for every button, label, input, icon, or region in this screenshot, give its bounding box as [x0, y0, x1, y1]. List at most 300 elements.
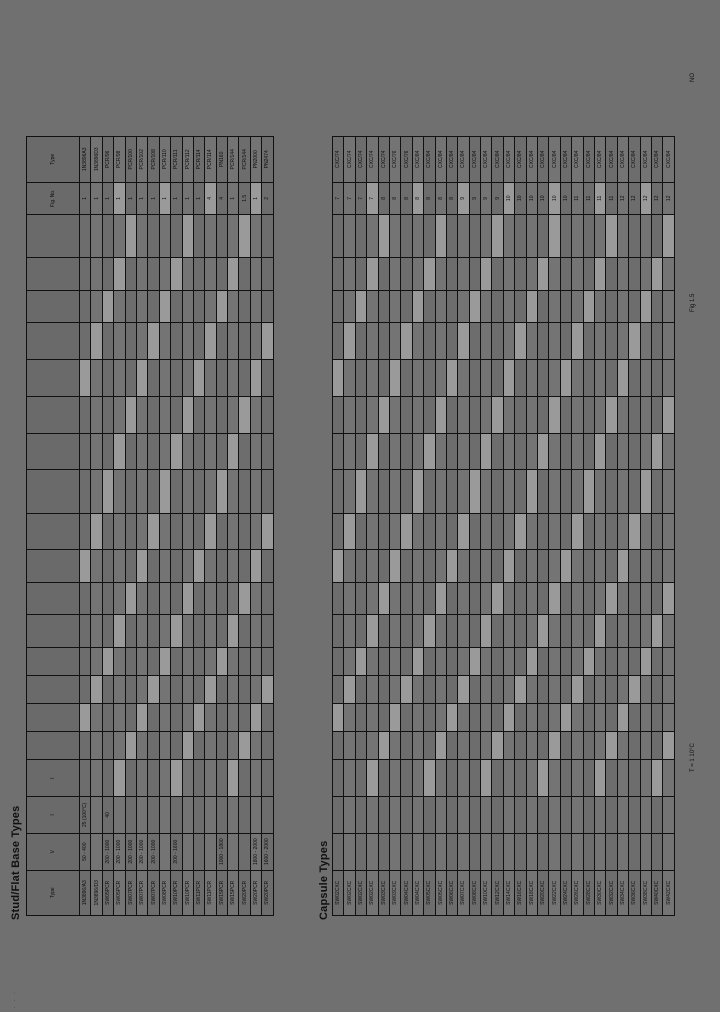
- table-cell: [171, 732, 182, 760]
- table-cell: CXC/84: [583, 137, 594, 183]
- table-cell: [389, 732, 400, 760]
- table-cell: [228, 703, 239, 731]
- table-cell: [367, 647, 378, 675]
- table-cell: [424, 550, 435, 582]
- table-cell: [228, 675, 239, 703]
- table-cell: [125, 258, 136, 290]
- table-cell: [355, 675, 366, 703]
- table-cell: CXC/84: [412, 137, 423, 183]
- table-cell: CXC/84: [629, 137, 640, 183]
- table-cell: [136, 703, 147, 731]
- table-cell: [503, 647, 514, 675]
- table-cell: [125, 615, 136, 647]
- table-cell: [228, 797, 239, 834]
- table-cell: [526, 675, 537, 703]
- table-cell: [159, 215, 170, 258]
- table-cell: [481, 797, 492, 834]
- table-cell: [503, 396, 514, 433]
- table-cell: [481, 582, 492, 614]
- table-cell: SW14CXC: [503, 870, 514, 915]
- page-number: NO: [690, 73, 696, 82]
- table-cell: PCR/96: [102, 137, 113, 183]
- table-cell: [663, 582, 674, 614]
- table-cell: [205, 215, 216, 258]
- table-cell: [629, 582, 640, 614]
- stud-table-body: [80, 137, 274, 916]
- table-cell: [424, 323, 435, 360]
- table-cell: [435, 513, 446, 550]
- table-cell: 4: [216, 182, 227, 214]
- table-cell: 8: [435, 182, 446, 214]
- table-cell: [182, 513, 193, 550]
- table-cell: [355, 647, 366, 675]
- table-cell: [481, 258, 492, 290]
- table-cell: [572, 359, 583, 396]
- table-cell: [114, 797, 125, 834]
- table-cell: [262, 582, 273, 614]
- table-cell: [594, 550, 605, 582]
- table-cell: [572, 396, 583, 433]
- table-cell: [344, 582, 355, 614]
- table-cell: [446, 760, 457, 797]
- table-cell: 10: [560, 182, 571, 214]
- table-cell: [651, 582, 662, 614]
- table-cell: [389, 797, 400, 834]
- table-cell: [193, 396, 204, 433]
- table-cell: [193, 797, 204, 834]
- table-cell: [205, 833, 216, 870]
- table-cell: [435, 433, 446, 470]
- table-cell: [344, 470, 355, 513]
- table-cell: [640, 797, 651, 834]
- table-cell: [663, 215, 674, 258]
- table-cell: [503, 703, 514, 731]
- table-cell: 2: [262, 182, 273, 214]
- table-cell: [102, 359, 113, 396]
- table-cell: [651, 433, 662, 470]
- table-cell: [159, 258, 170, 290]
- table-cell: [91, 615, 102, 647]
- table-cell: [389, 290, 400, 322]
- table-cell: [228, 433, 239, 470]
- table-cell: [250, 290, 261, 322]
- table-cell: [424, 703, 435, 731]
- table-cell: [469, 647, 480, 675]
- table-cell: [412, 433, 423, 470]
- table-cell: 1: [171, 182, 182, 214]
- table-cell: [355, 323, 366, 360]
- table-cell: [560, 760, 571, 797]
- table-cell: [583, 582, 594, 614]
- table-cell: [389, 550, 400, 582]
- table-cell: [469, 760, 480, 797]
- capsule-table-row: [389, 137, 400, 916]
- table-cell: [378, 833, 389, 870]
- table-cell: [193, 433, 204, 470]
- table-cell: [239, 647, 250, 675]
- stud-table-row: [205, 137, 216, 916]
- table-cell: [171, 215, 182, 258]
- table-cell: [216, 215, 227, 258]
- table-cell: [333, 396, 344, 433]
- table-cell: [262, 359, 273, 396]
- table-cell: [367, 833, 378, 870]
- table-cell: [640, 258, 651, 290]
- table-cell: [333, 703, 344, 731]
- table-cell: [663, 290, 674, 322]
- table-cell: [193, 615, 204, 647]
- table-cell: [412, 215, 423, 258]
- table-cell: [205, 433, 216, 470]
- table-cell: [572, 323, 583, 360]
- table-cell: [412, 582, 423, 614]
- capsule-table-row: [526, 137, 537, 916]
- table-cell: 25 (100°C): [80, 797, 91, 834]
- table-cell: [424, 290, 435, 322]
- stud-table-row: [80, 137, 91, 916]
- table-cell: [492, 647, 503, 675]
- table-cell: [526, 470, 537, 513]
- table-cell: 1: [148, 182, 159, 214]
- table-cell: [401, 258, 412, 290]
- capsule-section-title: Capsule Types: [318, 840, 330, 920]
- table-cell: [171, 513, 182, 550]
- table-cell: 8: [424, 182, 435, 214]
- table-cell: [216, 760, 227, 797]
- table-cell: [515, 513, 526, 550]
- table-cell: [458, 833, 469, 870]
- table-cell: [239, 290, 250, 322]
- table-cell: [594, 675, 605, 703]
- table-cell: [663, 550, 674, 582]
- table-cell: CXC/84: [492, 137, 503, 183]
- stud-header-cell: [27, 615, 80, 647]
- table-cell: PCR/114: [205, 137, 216, 183]
- table-cell: 8: [378, 182, 389, 214]
- table-cell: [572, 258, 583, 290]
- table-cell: [446, 675, 457, 703]
- table-cell: [629, 675, 640, 703]
- table-cell: [114, 433, 125, 470]
- table-cell: CXC/84: [458, 137, 469, 183]
- table-cell: CXC/84: [446, 137, 457, 183]
- table-cell: [572, 470, 583, 513]
- table-cell: [492, 732, 503, 760]
- stud-header-cell: [27, 258, 80, 290]
- table-cell: SW15PCR: [216, 870, 227, 915]
- table-cell: [629, 703, 640, 731]
- table-cell: SW05CXC: [424, 870, 435, 915]
- table-cell: [389, 615, 400, 647]
- table-cell: [663, 323, 674, 360]
- table-cell: [538, 550, 549, 582]
- table-cell: [344, 760, 355, 797]
- capsule-table-row: [355, 137, 366, 916]
- table-cell: [114, 290, 125, 322]
- table-cell: [526, 797, 537, 834]
- table-cell: [412, 675, 423, 703]
- table-cell: [389, 582, 400, 614]
- table-cell: [492, 215, 503, 258]
- table-cell: [560, 323, 571, 360]
- stud-table-row: [193, 137, 204, 916]
- table-cell: [640, 359, 651, 396]
- table-cell: [583, 797, 594, 834]
- table-cell: [136, 396, 147, 433]
- table-cell: [617, 359, 628, 396]
- table-cell: [367, 258, 378, 290]
- table-cell: [367, 323, 378, 360]
- table-cell: [193, 215, 204, 258]
- table-cell: [182, 647, 193, 675]
- table-cell: [594, 703, 605, 731]
- table-cell: [538, 760, 549, 797]
- capsule-table-row: [594, 137, 605, 916]
- capsule-table-row: [663, 137, 674, 916]
- table-cell: [640, 615, 651, 647]
- table-cell: [481, 323, 492, 360]
- table-cell: [239, 550, 250, 582]
- table-cell: [114, 396, 125, 433]
- table-cell: [378, 433, 389, 470]
- table-cell: 12: [640, 182, 651, 214]
- table-cell: [262, 215, 273, 258]
- table-cell: SW02CXC: [355, 870, 366, 915]
- table-cell: [262, 513, 273, 550]
- table-cell: [538, 732, 549, 760]
- table-cell: [401, 470, 412, 513]
- table-cell: [424, 833, 435, 870]
- table-cell: [239, 513, 250, 550]
- stud-table-header: [27, 137, 80, 916]
- table-cell: [80, 582, 91, 614]
- table-cell: [458, 290, 469, 322]
- table-cell: 12: [617, 182, 628, 214]
- table-cell: [102, 732, 113, 760]
- table-cell: 9: [469, 182, 480, 214]
- table-cell: SW06CXC: [446, 870, 457, 915]
- table-cell: [549, 833, 560, 870]
- table-cell: [355, 615, 366, 647]
- table-cell: [239, 732, 250, 760]
- table-cell: [136, 550, 147, 582]
- table-cell: [629, 258, 640, 290]
- table-cell: [401, 433, 412, 470]
- table-cell: [193, 513, 204, 550]
- table-cell: [262, 290, 273, 322]
- stud-header-cell: [27, 290, 80, 322]
- table-cell: CXC/84: [526, 137, 537, 183]
- table-cell: [435, 396, 446, 433]
- table-cell: SW08PCR: [159, 870, 170, 915]
- table-cell: [629, 359, 640, 396]
- table-cell: [250, 359, 261, 396]
- table-cell: [262, 675, 273, 703]
- table-cell: [629, 470, 640, 513]
- table-cell: [125, 703, 136, 731]
- table-cell: 11: [572, 182, 583, 214]
- table-cell: [503, 290, 514, 322]
- table-cell: [594, 647, 605, 675]
- table-cell: [250, 433, 261, 470]
- table-cell: 200 - 1000: [148, 833, 159, 870]
- capsule-table: [332, 136, 675, 916]
- table-cell: [159, 433, 170, 470]
- table-cell: 8: [412, 182, 423, 214]
- table-cell: CXC/84: [651, 137, 662, 183]
- table-cell: [424, 760, 435, 797]
- table-cell: [333, 513, 344, 550]
- table-cell: [125, 396, 136, 433]
- table-cell: [333, 433, 344, 470]
- table-cell: [171, 615, 182, 647]
- table-cell: [606, 615, 617, 647]
- table-cell: [606, 215, 617, 258]
- table-cell: [435, 833, 446, 870]
- table-cell: [538, 797, 549, 834]
- table-cell: 1: [125, 182, 136, 214]
- table-cell: [159, 470, 170, 513]
- table-cell: [594, 582, 605, 614]
- table-cell: [594, 359, 605, 396]
- table-cell: [572, 675, 583, 703]
- table-cell: [446, 615, 457, 647]
- table-cell: [492, 797, 503, 834]
- table-cell: [560, 582, 571, 614]
- table-cell: [205, 258, 216, 290]
- table-cell: CXC/84: [424, 137, 435, 183]
- table-cell: [401, 797, 412, 834]
- table-cell: [651, 470, 662, 513]
- table-cell: [412, 703, 423, 731]
- table-cell: [171, 760, 182, 797]
- table-cell: [640, 470, 651, 513]
- table-cell: [424, 433, 435, 470]
- table-cell: [102, 290, 113, 322]
- table-cell: [469, 258, 480, 290]
- table-cell: SW05PCR: [102, 870, 113, 915]
- table-cell: [148, 359, 159, 396]
- table-cell: [136, 513, 147, 550]
- table-cell: [148, 615, 159, 647]
- table-cell: [136, 290, 147, 322]
- table-cell: [389, 433, 400, 470]
- table-cell: [401, 647, 412, 675]
- table-cell: [606, 703, 617, 731]
- stud-table-row: [136, 137, 147, 916]
- table-cell: [125, 732, 136, 760]
- table-cell: SW28CXC: [583, 870, 594, 915]
- table-cell: [401, 359, 412, 396]
- table-cell: [80, 647, 91, 675]
- table-cell: CXC/84: [538, 137, 549, 183]
- table-cell: [572, 797, 583, 834]
- table-cell: [446, 732, 457, 760]
- table-cell: [617, 582, 628, 614]
- table-cell: CXC/84: [606, 137, 617, 183]
- table-cell: [378, 675, 389, 703]
- stud-table-row: [114, 137, 125, 916]
- table-cell: [617, 470, 628, 513]
- table-cell: [355, 513, 366, 550]
- table-cell: [538, 675, 549, 703]
- stud-header-cell: [27, 582, 80, 614]
- table-cell: [458, 470, 469, 513]
- table-cell: [594, 215, 605, 258]
- stud-header-cell: [27, 323, 80, 360]
- table-cell: [205, 732, 216, 760]
- table-cell: [205, 513, 216, 550]
- table-cell: [148, 732, 159, 760]
- table-cell: [572, 215, 583, 258]
- table-cell: [239, 396, 250, 433]
- table-cell: [102, 396, 113, 433]
- table-cell: [446, 797, 457, 834]
- table-cell: [125, 582, 136, 614]
- table-cell: [114, 703, 125, 731]
- table-cell: [515, 258, 526, 290]
- stud-table-row: [102, 137, 113, 916]
- table-cell: [640, 433, 651, 470]
- table-cell: [91, 215, 102, 258]
- table-cell: [549, 258, 560, 290]
- table-cell: [640, 290, 651, 322]
- table-cell: [560, 396, 571, 433]
- table-cell: [412, 647, 423, 675]
- table-cell: [617, 323, 628, 360]
- table-cell: [250, 513, 261, 550]
- table-cell: [401, 675, 412, 703]
- stud-header-cell: [27, 647, 80, 675]
- table-cell: [424, 513, 435, 550]
- table-cell: [549, 513, 560, 550]
- table-cell: [446, 396, 457, 433]
- table-cell: [503, 582, 514, 614]
- table-cell: [481, 760, 492, 797]
- table-cell: [401, 615, 412, 647]
- table-cell: [606, 290, 617, 322]
- table-cell: [102, 470, 113, 513]
- table-cell: [193, 703, 204, 731]
- table-cell: [401, 513, 412, 550]
- table-cell: [239, 470, 250, 513]
- table-cell: [617, 258, 628, 290]
- table-cell: 200 - 1600: [171, 833, 182, 870]
- table-cell: [572, 550, 583, 582]
- table-cell: [159, 359, 170, 396]
- table-cell: [125, 290, 136, 322]
- table-cell: [424, 582, 435, 614]
- table-cell: CXC/84: [617, 137, 628, 183]
- table-cell: [549, 732, 560, 760]
- table-cell: SW42CXC: [663, 870, 674, 915]
- table-cell: [594, 396, 605, 433]
- table-cell: [492, 833, 503, 870]
- table-cell: [651, 760, 662, 797]
- table-cell: [492, 290, 503, 322]
- table-cell: [492, 470, 503, 513]
- table-cell: [424, 215, 435, 258]
- table-cell: [102, 433, 113, 470]
- table-cell: [228, 258, 239, 290]
- table-cell: [159, 732, 170, 760]
- table-cell: [148, 760, 159, 797]
- table-cell: [367, 615, 378, 647]
- table-cell: [515, 615, 526, 647]
- table-cell: [159, 582, 170, 614]
- table-cell: [458, 675, 469, 703]
- table-cell: 11: [583, 182, 594, 214]
